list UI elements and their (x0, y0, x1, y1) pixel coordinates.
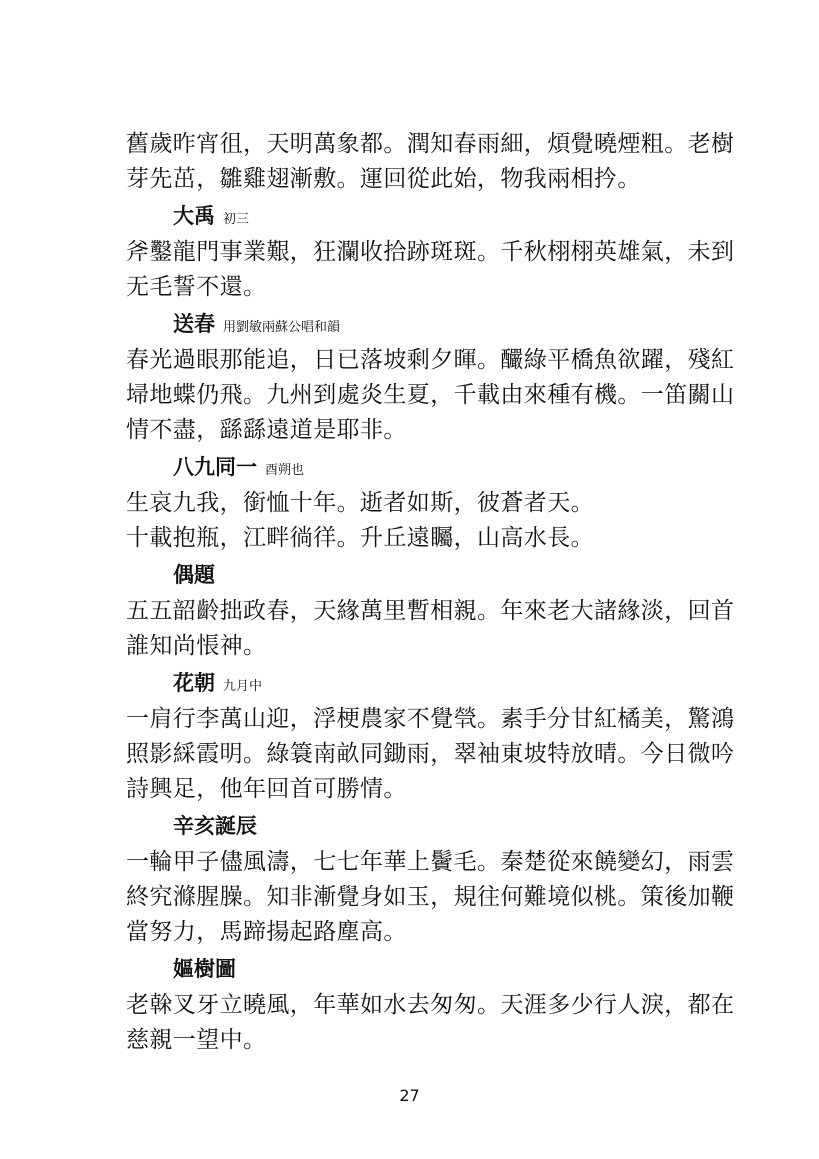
poem-title-text: 偶題 (173, 563, 215, 587)
poem-title (126, 197, 726, 235)
poem-line: 終究滌腥臊。知非漸覺身如玉，規往何難境似桃。策後加鞭 (126, 884, 735, 910)
poem-line: 一輪甲子儘風濤，七七年華上鬢毛。秦楚從來饒變幻，雨雲 (126, 849, 735, 875)
poem-title (126, 305, 726, 343)
poem-line: 舊歲昨宵徂，天明萬象都。潤知春雨細，煩覺曉煙粗。老樹 (126, 131, 735, 157)
poem-line: 斧鑿龍門事業艱，狂瀾收拾跡斑斑。千秋栩栩英雄氣，未到 (126, 239, 735, 265)
poem-title-text: 辛亥誕辰 (173, 814, 257, 838)
poem-line: 春光過眼那能追，日已落坡剩夕暉。釅綠平橋魚欲躍，殘紅 (126, 347, 735, 373)
poem-title (126, 664, 726, 702)
poem-block (126, 807, 735, 950)
poem-line: 生哀九我，銜恤十年。逝者如斯，彼蒼者天。 (126, 490, 594, 516)
poem-line: 照影綵霞明。綠簑南畝同鋤雨，翠袖東坡特放晴。今日微吟 (126, 741, 735, 767)
poem-block (126, 664, 735, 807)
poem-note: 九月中 (223, 679, 263, 694)
poem-note: 初三 (223, 212, 250, 227)
poem-collection (126, 127, 735, 1058)
poem-line: 五五韶齡拙政春，天緣萬里暫相親。年來老大諸緣淡，回首 (126, 598, 735, 624)
poem-title (126, 807, 726, 845)
poem-line: 當努力，馬蹄揚起路塵高。 (126, 919, 407, 945)
poem-line: 誰知尚悵神。 (126, 633, 267, 659)
poem-title-text: 大禹 (173, 204, 215, 228)
poem-title-text: 嫗樹圖 (173, 957, 236, 981)
poem-line: 慈親一望中。 (126, 1027, 267, 1053)
poem-line: 十載抱瓶，江畔徜徉。升丘遠矚，山高水長。 (126, 525, 594, 551)
poem-note: 酉朔也 (265, 463, 305, 478)
page-number: 27 (399, 1086, 420, 1105)
poem-title (126, 950, 726, 988)
poem-line: 情不盡，繇繇遠道是耶非。 (126, 417, 407, 443)
poem-block (126, 305, 735, 448)
poem-title (126, 448, 726, 486)
poem-block (126, 197, 735, 305)
poem-block (126, 127, 735, 197)
poem-line: 芽先茁，雛雞翅漸敷。運回從此始，物我兩相扲。 (126, 166, 641, 192)
poem-block (126, 448, 726, 556)
poem-line: 埽地蝶仍飛。九州到處炎生夏，千載由來種有機。一笛關山 (126, 382, 735, 408)
poem-block (126, 950, 735, 1058)
poem-note: 用劉敏兩蘇公唱和韻 (223, 320, 341, 335)
poem-title-text: 花朝 (173, 671, 215, 695)
poem-line: 詩興足，他年回首可勝情。 (126, 776, 407, 802)
poem-title-text: 送春 (173, 312, 215, 336)
poem-block (126, 556, 735, 664)
poem-line: 无毛誓不還。 (126, 274, 267, 300)
poem-title (126, 556, 726, 594)
poem-line: 老榦叉牙立曉風，年華如水去匆匆。天涯多少行人淚，都在 (126, 992, 735, 1018)
poem-title-text: 八九同一 (173, 455, 257, 479)
poem-line: 一肩行李萬山迎，浮梗農家不覺煢。素手分甘紅橘美，驚鴻 (126, 706, 735, 732)
